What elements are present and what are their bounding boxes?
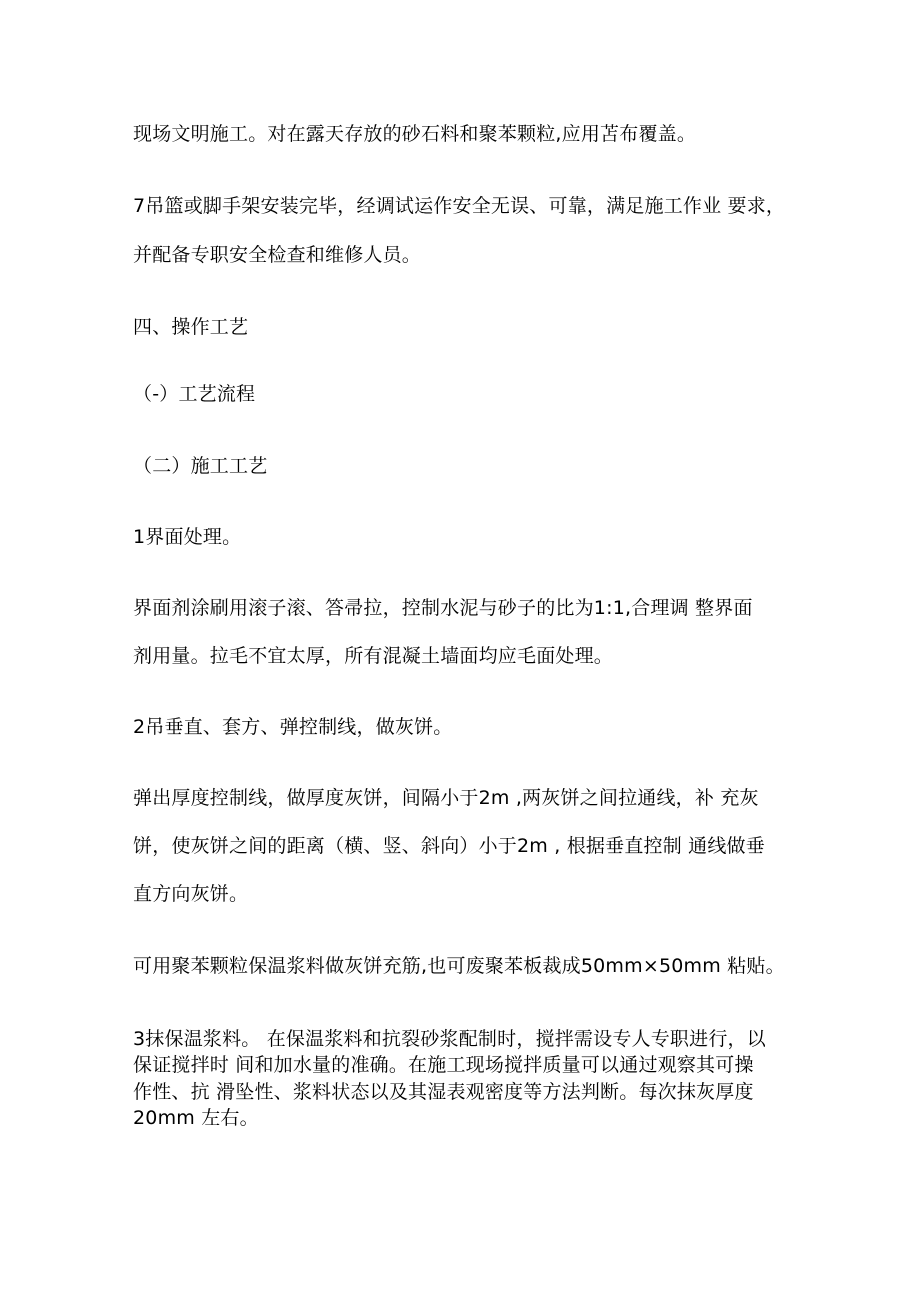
paragraph-1-line-1: 现场文明施工。对在露天存放的砂石料和聚苯颗粒,应用苫布覆盖。 [133, 123, 697, 145]
section-heading: 四、操作工艺 [133, 316, 249, 338]
subsection-heading-2: （二）施工工艺 [133, 455, 268, 477]
paragraph-11-line-2: 保证搅拌时 间和加水量的准确。在施工现场搅拌质量可以通过观察其可操 [133, 1054, 754, 1076]
paragraph-2-line-1: 7吊篮或脚手架安装完毕，经调试运作安全无误、可靠，满足施工作业 要求， [133, 195, 786, 217]
paragraph-7-line-2: 剂用量。拉毛不宜太厚，所有混凝土墙面均应毛面处理。 [133, 645, 614, 667]
step-heading-2: 2吊垂直、套方、弹控制线，做灰饼。 [133, 716, 453, 738]
paragraph-7-line-1: 界面剂涂刷用滚子滚、答帚拉，控制水泥与砂子的比为1:1,合理调 整界面 [133, 597, 753, 619]
paragraph-11-line-3: 作性、抗 滑坠性、浆料状态以及其湿表观密度等方法判断。每次抹灰厚度 [133, 1081, 754, 1103]
paragraph-11-line-1: 3抹保温浆料。 在保温浆料和抗裂砂浆配制时，搅拌需设专人专职进行，以 [133, 1028, 766, 1050]
paragraph-10-line-1: 可用聚苯颗粒保温浆料做灰饼充筋,也可废聚苯板裁成50mm×50mm 粘贴。 [133, 955, 785, 977]
paragraph-9-line-2: 饼，使灰饼之间的距离（横、竖、斜向）小于2m , 根据垂直控制 通线做垂 [133, 835, 765, 857]
paragraph-11-line-4: 20mm 左右。 [133, 1107, 259, 1129]
paragraph-9-line-3: 直方向灰饼。 [133, 883, 249, 905]
paragraph-9-line-1: 弹出厚度控制线，做厚度灰饼，间隔小于2m ,两灰饼之间拉通线，补 充灰 [133, 787, 759, 809]
step-heading-1: 1界面处理。 [133, 526, 242, 548]
subsection-heading-1: （-）工艺流程 [133, 383, 256, 405]
paragraph-2-line-2: 并配备专职安全检查和维修人员。 [133, 244, 422, 266]
